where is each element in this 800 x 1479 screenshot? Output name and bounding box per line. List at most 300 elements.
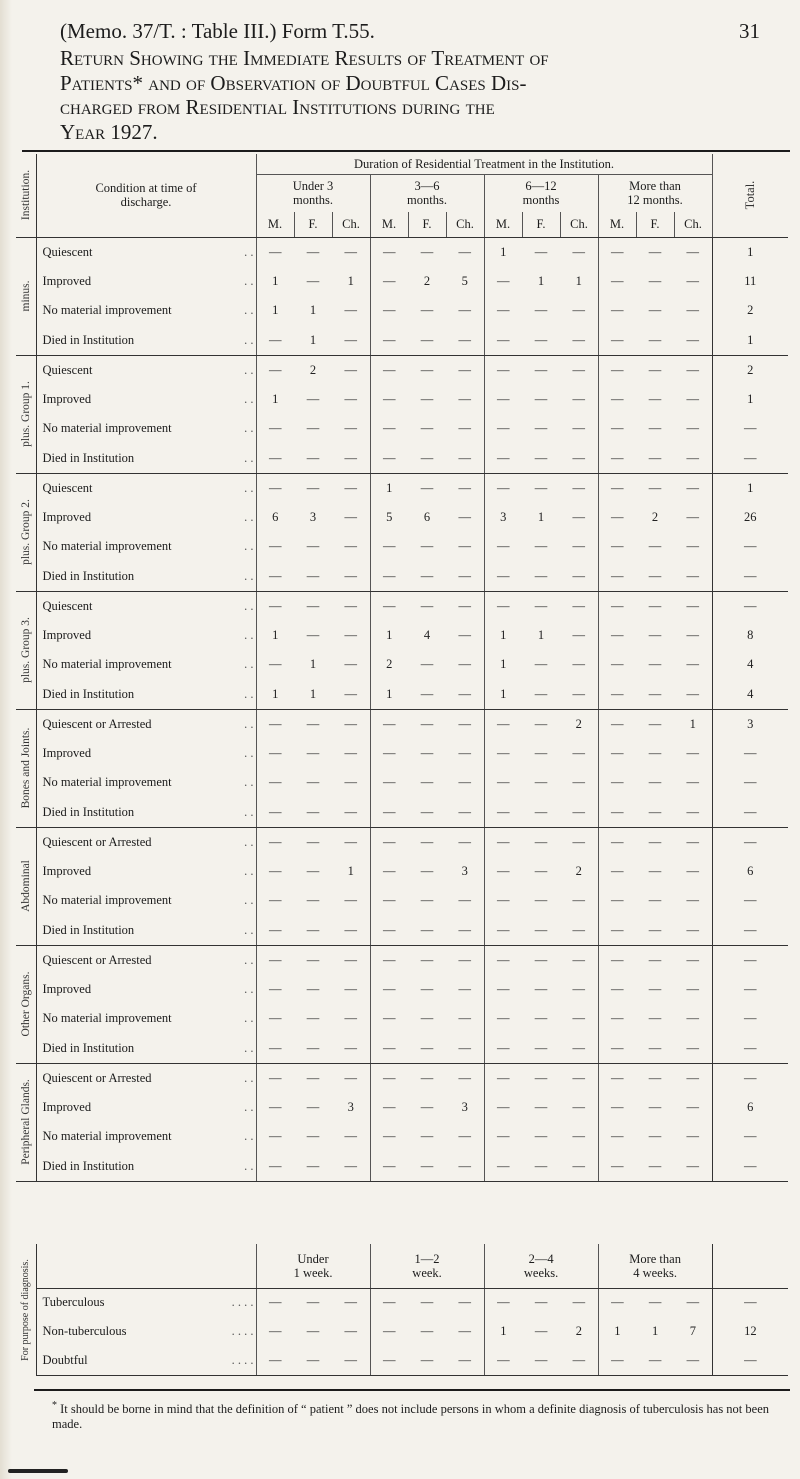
- value-cell: —: [674, 444, 712, 474]
- value-cell: —: [686, 952, 700, 967]
- value-cell: —: [686, 1129, 700, 1144]
- leader-dots: . .: [244, 509, 254, 524]
- value-cell: —: [344, 391, 357, 406]
- value-cell: —: [256, 1063, 294, 1093]
- value-cell: —: [370, 1152, 408, 1182]
- value-cell: 1: [370, 473, 408, 503]
- condition-label: No material improvement: [42, 1011, 172, 1026]
- value-cell: 7: [689, 1324, 696, 1338]
- value-cell: —: [294, 562, 332, 592]
- table-row: [16, 355, 788, 385]
- value-cell: —: [344, 745, 357, 760]
- value-cell: —: [598, 267, 636, 297]
- value-cell: —: [344, 893, 357, 908]
- condition-cell: [36, 709, 256, 739]
- diagnosis-side-label: For purpose of diagnosis.: [19, 1258, 31, 1361]
- value-cell: —: [686, 745, 700, 760]
- table-row: [16, 385, 788, 415]
- value-cell: —: [598, 857, 636, 887]
- condition-label: Quiescent or Arrested: [42, 1070, 152, 1085]
- condition-cell: [36, 267, 256, 297]
- table-row: [16, 857, 788, 887]
- value-cell: —: [598, 1122, 636, 1152]
- condition-cell: [36, 444, 256, 474]
- value-cell: —: [648, 1070, 662, 1085]
- diagnosis-period-header-row: [16, 1244, 788, 1288]
- value-cell: —: [572, 627, 585, 642]
- total-cell: 12: [712, 1317, 788, 1346]
- value-cell: —: [534, 745, 548, 760]
- leader-dots: . .: [244, 598, 254, 613]
- value-cell: —: [648, 952, 662, 967]
- value-cell: —: [306, 863, 320, 878]
- value-cell: —: [598, 296, 636, 326]
- condition-label: Died in Institution: [42, 450, 135, 465]
- value-cell: —: [484, 945, 522, 975]
- value-cell: 1: [347, 273, 354, 288]
- leader-dots: . . . .: [231, 1324, 254, 1338]
- group-label: Other Organs.: [19, 971, 32, 1037]
- total-label: Total.: [743, 180, 758, 210]
- value-cell: —: [534, 716, 548, 731]
- value-cell: 1: [294, 680, 332, 710]
- value-cell: —: [344, 362, 357, 377]
- value-cell: —: [636, 444, 674, 474]
- return-title: [60, 46, 760, 144]
- value-cell: —: [256, 739, 294, 769]
- value-cell: —: [458, 1070, 471, 1085]
- value-cell: —: [256, 1288, 294, 1317]
- condition-label: Quiescent: [42, 362, 93, 377]
- title-line: Patients* and of Observation of Doubtful Cases Dis-: [60, 70, 527, 95]
- value-cell: —: [686, 657, 700, 672]
- value-cell: —: [484, 1004, 522, 1034]
- condition-label: Improved: [42, 745, 92, 760]
- total-cell: —: [712, 975, 788, 1005]
- title-line: charged from Residential Institutions during the: [60, 95, 495, 119]
- value-cell: 1: [294, 326, 332, 356]
- condition-cell: [36, 857, 256, 887]
- condition-label: Quiescent: [42, 244, 93, 259]
- condition-cell: [36, 1152, 256, 1182]
- value-cell: —: [686, 1099, 700, 1114]
- value-cell: —: [534, 303, 548, 318]
- total-cell: 4: [712, 680, 788, 710]
- value-cell: —: [256, 591, 294, 621]
- value-cell: —: [534, 421, 548, 436]
- value-cell: —: [484, 739, 522, 769]
- value-cell: 1: [370, 621, 408, 651]
- condition-label: Improved: [42, 273, 92, 288]
- value-cell: —: [598, 798, 636, 828]
- condition-label: Quiescent: [42, 480, 93, 495]
- condition-label: Improved: [42, 863, 92, 878]
- value-cell: —: [256, 1122, 294, 1152]
- value-cell: —: [256, 1093, 294, 1123]
- table-row: [16, 1288, 788, 1317]
- value-cell: —: [484, 267, 522, 297]
- table-row: [16, 414, 788, 444]
- value-cell: —: [598, 503, 636, 533]
- value-cell: —: [370, 1346, 408, 1375]
- value-cell: —: [370, 1034, 408, 1064]
- leader-dots: . .: [244, 716, 254, 731]
- sex-column-header: M.: [598, 212, 636, 237]
- condition-cell: [36, 1093, 256, 1123]
- value-cell: —: [648, 775, 662, 790]
- value-cell: 1: [256, 621, 294, 651]
- table-row: [16, 709, 788, 739]
- value-cell: —: [522, 680, 560, 710]
- value-cell: —: [648, 480, 662, 495]
- value-cell: —: [370, 1063, 408, 1093]
- value-cell: —: [484, 975, 522, 1005]
- value-cell: —: [598, 532, 636, 562]
- total-cell: —: [712, 591, 788, 621]
- value-cell: —: [256, 857, 294, 887]
- condition-label: No material improvement: [42, 539, 172, 554]
- value-cell: —: [560, 562, 598, 592]
- value-cell: —: [598, 1152, 636, 1182]
- value-cell: —: [458, 362, 471, 377]
- leader-dots: . .: [244, 745, 254, 760]
- group-label-cell: [16, 827, 36, 945]
- value-cell: —: [420, 391, 434, 406]
- value-cell: —: [598, 1034, 636, 1064]
- period-header: [484, 174, 598, 212]
- period-line: weeks.: [523, 1265, 559, 1280]
- condition-label: Died in Institution: [42, 686, 135, 701]
- condition-label: No material improvement: [42, 303, 172, 318]
- value-cell: —: [306, 539, 320, 554]
- leader-dots: . .: [244, 244, 254, 259]
- page-header: [60, 18, 760, 144]
- value-cell: —: [598, 827, 636, 857]
- total-cell: —: [712, 916, 788, 946]
- value-cell: —: [446, 444, 484, 474]
- value-cell: —: [598, 385, 636, 415]
- condition-cell: [36, 621, 256, 651]
- total-cell: 4: [712, 650, 788, 680]
- value-cell: —: [686, 863, 700, 878]
- value-cell: —: [306, 893, 320, 908]
- total-cell: 6: [712, 857, 788, 887]
- diag-period-header: [598, 1244, 712, 1288]
- sex-column-header: F.: [522, 212, 560, 237]
- value-cell: —: [648, 421, 662, 436]
- diagnosis-side-label-cell: [16, 1244, 36, 1375]
- value-cell: —: [306, 273, 320, 288]
- value-cell: —: [306, 1070, 320, 1085]
- value-cell: —: [598, 591, 636, 621]
- condition-label: No material improvement: [42, 775, 172, 790]
- leader-dots: . .: [244, 450, 254, 465]
- value-cell: —: [686, 893, 700, 908]
- leader-dots: . .: [244, 1040, 254, 1055]
- group-label: plus. Group 2.: [19, 499, 32, 565]
- group-label-cell: [16, 355, 36, 473]
- value-cell: —: [598, 739, 636, 769]
- sex-column-header: Ch.: [332, 212, 370, 237]
- value-cell: —: [256, 916, 294, 946]
- value-cell: —: [534, 1129, 548, 1144]
- value-cell: —: [686, 627, 700, 642]
- period-line: More than: [629, 179, 681, 194]
- footnote-marker: *: [52, 1400, 57, 1411]
- leader-dots: . .: [244, 1099, 254, 1114]
- value-cell: —: [572, 244, 585, 259]
- table-row: [16, 591, 788, 621]
- value-cell: —: [256, 355, 294, 385]
- value-cell: —: [370, 444, 408, 474]
- value-cell: —: [648, 1099, 662, 1114]
- value-cell: —: [420, 863, 434, 878]
- total-cell: 8: [712, 621, 788, 651]
- value-cell: —: [420, 1129, 434, 1144]
- value-cell: —: [572, 421, 585, 436]
- value-cell: —: [598, 621, 636, 651]
- value-cell: 3: [309, 509, 317, 524]
- value-cell: 2: [575, 1324, 582, 1338]
- total-cell: 11: [712, 267, 788, 297]
- value-cell: —: [560, 1034, 598, 1064]
- value-cell: —: [636, 562, 674, 592]
- value-cell: —: [458, 391, 471, 406]
- value-cell: —: [648, 745, 662, 760]
- value-cell: —: [674, 1346, 712, 1375]
- value-cell: —: [256, 650, 294, 680]
- leader-dots: . .: [244, 362, 254, 377]
- value-cell: —: [522, 798, 560, 828]
- value-cell: —: [256, 975, 294, 1005]
- value-cell: —: [458, 1011, 471, 1026]
- value-cell: —: [572, 834, 585, 849]
- group-label: Peripheral Glands.: [19, 1079, 32, 1165]
- form-reference: (Memo. 37/T. : Table III.) Form T.55.: [60, 19, 375, 43]
- value-cell: 6: [423, 509, 431, 524]
- value-cell: —: [484, 591, 522, 621]
- value-cell: —: [534, 775, 548, 790]
- period-line: More than: [629, 1251, 681, 1266]
- value-cell: —: [294, 444, 332, 474]
- leader-dots: . .: [244, 539, 254, 554]
- value-cell: —: [674, 916, 712, 946]
- value-cell: —: [420, 716, 434, 731]
- value-cell: —: [484, 857, 522, 887]
- value-cell: —: [370, 857, 408, 887]
- value-cell: 1: [370, 680, 408, 710]
- value-cell: —: [484, 1152, 522, 1182]
- value-cell: —: [344, 834, 357, 849]
- value-cell: —: [648, 834, 662, 849]
- value-cell: —: [370, 975, 408, 1005]
- value-cell: —: [572, 509, 585, 524]
- value-cell: —: [636, 1152, 674, 1182]
- value-cell: —: [484, 768, 522, 798]
- total-cell: 1: [712, 473, 788, 503]
- leader-dots: . .: [244, 1011, 254, 1026]
- condition-cell: [36, 532, 256, 562]
- group-label: plus. Group 3.: [19, 617, 32, 683]
- value-cell: —: [332, 444, 370, 474]
- page-number: 31: [739, 19, 760, 43]
- value-cell: —: [370, 1317, 408, 1346]
- period-line: months.: [293, 193, 333, 208]
- value-cell: —: [458, 981, 471, 996]
- total-cell: 2: [712, 296, 788, 326]
- value-cell: —: [256, 827, 294, 857]
- total-cell: —: [712, 444, 788, 474]
- value-cell: —: [370, 1288, 408, 1317]
- table-row: [16, 1122, 788, 1152]
- value-cell: —: [344, 627, 357, 642]
- table-row: [16, 326, 788, 356]
- table-row: [16, 1063, 788, 1093]
- value-cell: —: [256, 1004, 294, 1034]
- value-cell: —: [534, 244, 548, 259]
- value-cell: —: [674, 1034, 712, 1064]
- value-cell: —: [648, 657, 662, 672]
- value-cell: 1: [484, 650, 522, 680]
- value-cell: —: [256, 945, 294, 975]
- value-cell: —: [572, 745, 585, 760]
- value-cell: —: [408, 444, 446, 474]
- value-cell: —: [534, 952, 548, 967]
- value-cell: —: [648, 303, 662, 318]
- total-cell: —: [712, 1152, 788, 1182]
- value-cell: 1: [537, 627, 545, 642]
- footnote: [52, 1398, 772, 1432]
- condition-cell: [36, 1034, 256, 1064]
- value-cell: —: [370, 414, 408, 444]
- value-cell: —: [256, 1034, 294, 1064]
- value-cell: —: [686, 421, 700, 436]
- value-cell: —: [522, 444, 560, 474]
- value-cell: —: [408, 680, 446, 710]
- value-cell: —: [458, 539, 471, 554]
- value-cell: —: [370, 237, 408, 267]
- table-row: [16, 739, 788, 769]
- value-cell: —: [534, 657, 548, 672]
- value-cell: —: [420, 598, 434, 613]
- value-cell: —: [484, 798, 522, 828]
- value-cell: —: [598, 1063, 636, 1093]
- value-cell: —: [648, 391, 662, 406]
- value-cell: —: [598, 1346, 636, 1375]
- value-cell: —: [370, 1093, 408, 1123]
- value-cell: —: [408, 1034, 446, 1064]
- value-cell: —: [484, 414, 522, 444]
- value-cell: —: [370, 385, 408, 415]
- leader-dots: . .: [244, 804, 254, 819]
- value-cell: 6: [256, 503, 294, 533]
- condition-cell: [36, 1288, 256, 1317]
- value-cell: —: [648, 244, 662, 259]
- diag-period-header: [484, 1244, 598, 1288]
- value-cell: —: [572, 775, 585, 790]
- value-cell: —: [306, 1129, 320, 1144]
- value-cell: —: [534, 834, 548, 849]
- value-cell: 1: [689, 716, 696, 731]
- total-cell: —: [712, 1063, 788, 1093]
- value-cell: —: [636, 916, 674, 946]
- value-cell: —: [484, 1093, 522, 1123]
- value-cell: —: [446, 916, 484, 946]
- value-cell: —: [446, 798, 484, 828]
- condition-cell: [36, 296, 256, 326]
- value-cell: —: [408, 916, 446, 946]
- value-cell: —: [332, 562, 370, 592]
- value-cell: —: [458, 1324, 472, 1338]
- condition-header-line: Condition at time of: [95, 181, 197, 196]
- condition-label: No material improvement: [42, 657, 172, 672]
- total-cell: —: [712, 1034, 788, 1064]
- value-cell: —: [484, 827, 522, 857]
- value-cell: —: [674, 798, 712, 828]
- value-cell: —: [598, 709, 636, 739]
- group-label: plus. Group 1.: [19, 381, 32, 447]
- period-line: 3—6: [414, 179, 440, 194]
- value-cell: —: [560, 1152, 598, 1182]
- value-cell: 2: [575, 716, 582, 731]
- condition-cell: [36, 385, 256, 415]
- condition-cell: [36, 1004, 256, 1034]
- value-cell: —: [256, 237, 294, 267]
- leader-dots: . .: [244, 480, 254, 495]
- value-cell: —: [686, 391, 700, 406]
- table-row: [16, 1346, 788, 1375]
- value-cell: —: [636, 798, 674, 828]
- value-cell: —: [572, 480, 585, 495]
- value-cell: 1: [484, 621, 522, 651]
- value-cell: —: [534, 1324, 548, 1338]
- value-cell: —: [686, 362, 700, 377]
- table-row: [16, 1004, 788, 1034]
- total-cell: —: [712, 768, 788, 798]
- value-cell: —: [458, 893, 471, 908]
- value-cell: —: [484, 1034, 522, 1064]
- total-cell: —: [712, 414, 788, 444]
- leader-dots: . .: [244, 273, 254, 288]
- value-cell: —: [560, 680, 598, 710]
- value-cell: —: [446, 326, 484, 356]
- value-cell: —: [306, 775, 320, 790]
- value-cell: —: [420, 1324, 434, 1338]
- value-cell: 5: [461, 273, 468, 288]
- diag-total-header: [712, 1244, 788, 1288]
- value-cell: —: [332, 326, 370, 356]
- value-cell: —: [446, 680, 484, 710]
- value-cell: —: [370, 532, 408, 562]
- results-table: [16, 154, 788, 1182]
- value-cell: —: [306, 834, 320, 849]
- value-cell: —: [332, 680, 370, 710]
- leader-dots: . .: [244, 568, 254, 583]
- total-cell: —: [712, 739, 788, 769]
- table-row: [16, 798, 788, 828]
- leader-dots: . .: [244, 332, 254, 347]
- value-cell: —: [484, 296, 522, 326]
- leader-dots: . .: [244, 1158, 254, 1173]
- value-cell: —: [408, 1152, 446, 1182]
- condition-cell: [36, 680, 256, 710]
- diagnosis-table: [16, 1244, 788, 1376]
- total-cell: —: [712, 532, 788, 562]
- value-cell: 3: [461, 863, 468, 878]
- value-cell: —: [636, 326, 674, 356]
- value-cell: —: [534, 863, 548, 878]
- value-cell: —: [294, 1152, 332, 1182]
